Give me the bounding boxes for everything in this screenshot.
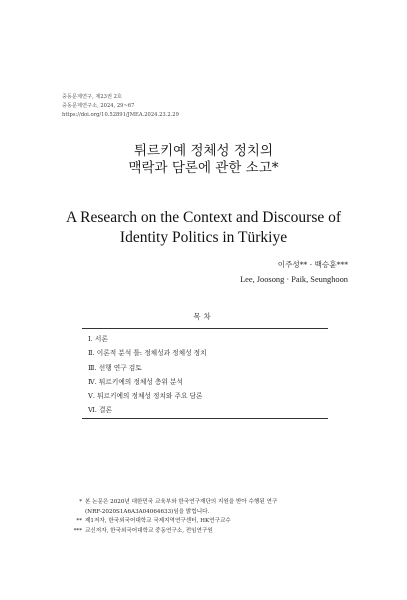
authors-english: Lee, Joosong · Paik, Seunghoon xyxy=(240,275,348,284)
publisher-info: 중동문제연구소, 2024, 29~67 xyxy=(62,103,135,110)
korean-title-line-2: 맥락과 담론에 관한 소고* xyxy=(128,160,279,176)
toc-item-literature-review: Ⅲ. 선행 연구 검토 xyxy=(88,363,142,372)
footnote-funding xyxy=(68,498,277,508)
toc-item-framework: Ⅱ. 이론적 분석 틀: 정체성과 정체성 정치 xyxy=(88,349,207,358)
authors-korean: 이주성** · 백승훈*** xyxy=(277,260,348,269)
korean-title xyxy=(0,143,407,177)
footnote-corresponding-author xyxy=(68,527,277,537)
footnote-first-author xyxy=(68,517,277,527)
footnote-marker: ** xyxy=(76,518,82,525)
footnote-marker: * xyxy=(79,499,82,505)
footnotes xyxy=(68,498,277,536)
table-of-contents xyxy=(88,332,207,418)
doi-link[interactable]: https://doi.org/10.52891/JMEA.2024.23.2.29 xyxy=(62,112,179,119)
toc-top-rule xyxy=(82,328,328,329)
toc-heading: 목차 xyxy=(193,312,214,321)
journal-info: 중동문제연구, 제23권 2호 xyxy=(62,94,122,100)
footnote-marker: *** xyxy=(73,527,82,534)
toc-item-identity-layers: Ⅳ. 튀르키예의 정체성 층위 분석 xyxy=(88,377,183,386)
footnote-text: 제1저자, 한국외국어대학교 국제지역연구센터, HK연구교수 xyxy=(85,518,231,525)
english-title-line-2: Identity Politics in Türkiye xyxy=(119,229,288,246)
footnote-text: 본 논문은 2020년 대한민국 교육부와 한국연구재단의 지원을 받아 수행된 연구 xyxy=(85,499,278,505)
english-title-line-1: A Research on the Context and Discourse of xyxy=(65,209,342,226)
journal-meta xyxy=(62,93,179,121)
toc-item-identity-politics: Ⅴ. 튀르키예의 정체성 정치와 주요 담론 xyxy=(88,392,203,401)
toc-bottom-rule xyxy=(82,418,328,419)
footnote-text: 교신저자, 한국외국어대학교 중동연구소, 전임연구원 xyxy=(85,527,213,534)
toc-item-conclusion: Ⅵ. 결론 xyxy=(88,406,112,415)
english-title xyxy=(0,208,407,248)
footnote-funding-continued: (NRF-2020S1A6A3A04064633)임을 밝힙니다. xyxy=(85,508,210,515)
korean-title-line-1: 튀르키예 정체성 정치의 xyxy=(134,143,273,159)
toc-item-introduction: Ⅰ. 서론 xyxy=(88,335,108,343)
